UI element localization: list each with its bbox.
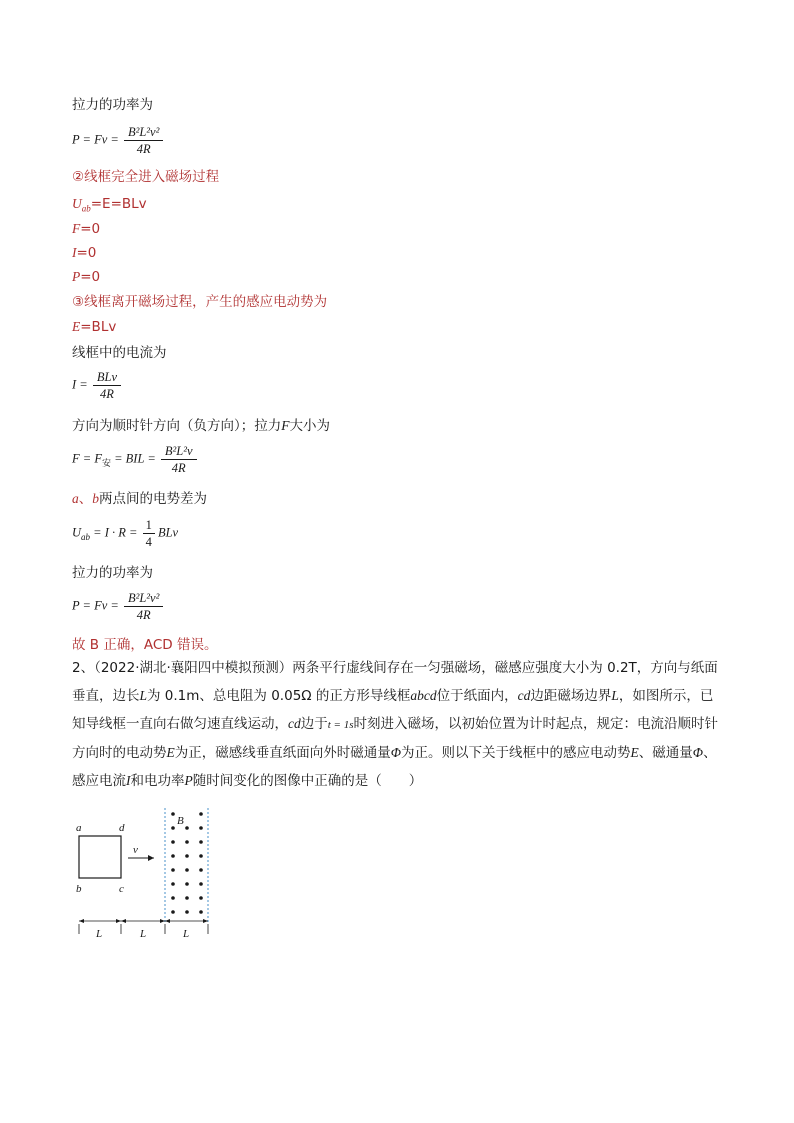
question-text-13: 随时间变化的图像中正确的是（ ） — [192, 773, 423, 789]
formula-force — [72, 443, 197, 476]
question-var-l-2: L — [611, 688, 619, 703]
formula-u-mid: = I · R = — [93, 525, 138, 540]
formula-f-sub: 安 — [101, 457, 111, 468]
formula-i-denominator: 4R — [99, 387, 114, 401]
formula-p2-fraction — [124, 590, 163, 623]
var-i: I — [72, 245, 77, 260]
question-var-t: t = 1s — [327, 719, 354, 731]
formula-potential — [72, 517, 178, 550]
field-dot — [171, 826, 175, 830]
formula-f-lhs: F = F — [72, 451, 102, 466]
text-current-title: 线框中的电流为 — [72, 345, 167, 361]
text-step2-uab-eq: =E=BLv — [90, 196, 147, 212]
text-step2-p-eq: =0 — [80, 269, 101, 285]
question-text-9: 为正。则以下关于线框中的感应电动势 — [401, 745, 631, 761]
formula-p1-lhs: P = Fv = — [72, 132, 119, 147]
formula-p2-lhs: P = Fv = — [72, 598, 119, 613]
field-dot — [199, 854, 203, 858]
question-text-11: 、感应电流 — [72, 745, 717, 789]
field-dot — [171, 868, 175, 872]
formula-p1-denominator: 4R — [136, 142, 151, 156]
text-step3-e — [72, 318, 116, 336]
var-u: U — [72, 196, 82, 211]
diagram-label-b-field: B — [177, 815, 184, 827]
text-conclusion: 故 B 正确，ACD 错误。 — [72, 637, 218, 653]
diagram-dim-arrow-1 — [79, 919, 84, 923]
question-var-phi: Φ — [390, 745, 402, 760]
field-dot — [185, 882, 189, 886]
text-step3-e-eq: =BLv — [80, 319, 117, 335]
var-ab-sub: ab — [81, 203, 91, 214]
diagram-dim-arrow-2 — [116, 919, 121, 923]
text-potential — [72, 490, 207, 508]
diagram-velocity-arrowhead — [148, 855, 154, 861]
formula-u-fraction — [143, 517, 155, 550]
question-var-cd-2: cd — [288, 716, 301, 731]
formula-p2-numerator: B²L²v² — [124, 590, 163, 607]
formula-p1-fraction — [124, 124, 163, 157]
var-a: a — [72, 491, 79, 506]
text-step2-f-eq: =0 — [80, 221, 101, 237]
var-e: E — [72, 319, 81, 334]
formula-p2-denominator: 4R — [136, 608, 151, 622]
formula-p1-numerator: B²L²v² — [124, 124, 163, 141]
text-step2-title: ②线框完全进入磁场过程 — [72, 169, 220, 185]
text-power-title-1: 拉力的功率为 — [72, 97, 153, 113]
diagram-dim-arrow-4 — [160, 919, 165, 923]
text-step2-p — [72, 268, 100, 286]
formula-power-2 — [72, 590, 163, 623]
question-text-5: ，如图所示，已知导线框一直向右做匀速直线运动， — [72, 688, 714, 732]
diagram-field-dots — [171, 812, 203, 914]
var-p: P — [72, 269, 81, 284]
question-var-p: P — [184, 773, 193, 788]
diagram-square-loop — [79, 836, 121, 878]
formula-f-numerator: B²L²v — [161, 443, 197, 460]
formula-i-lhs: I = — [72, 377, 88, 392]
question-text-8: 为正，磁感线垂直纸面向外时磁通量 — [174, 745, 391, 761]
diagram-label-l-2: L — [140, 928, 147, 938]
question-text-7: 时刻进入磁场，以初始位置为计时起点，规定：电流沿顺时针方向时的电动势 — [72, 716, 719, 761]
text-comma: 、 — [78, 491, 93, 507]
var-f-2: F — [281, 418, 290, 433]
text-step2-uab — [72, 195, 147, 218]
field-dot — [185, 826, 189, 830]
field-dot — [185, 910, 189, 914]
diagram-label-c: c — [119, 883, 124, 895]
question-var-phi-2: Φ — [692, 745, 704, 760]
text-direction-1: 方向为顺时针方向（负方向）；拉力 — [72, 418, 282, 434]
formula-f-fraction — [161, 443, 197, 476]
text-step2-i-eq: =0 — [76, 245, 97, 261]
field-dot — [185, 868, 189, 872]
question-text-1: 两条平行虚线间存在一匀强磁场，磁感应强度大小为 0.2T，方向与纸面垂直，边长 — [72, 660, 718, 704]
field-dot — [199, 812, 203, 816]
question-var-e-2: E — [630, 745, 639, 760]
formula-u-tail: BLv — [157, 525, 179, 540]
question-var-i: I — [126, 773, 131, 788]
formula-power-1 — [72, 124, 163, 157]
diagram-label-b: b — [76, 883, 82, 895]
formula-f-denominator: 4R — [171, 461, 186, 475]
text-potential-label: 两点间的电势差为 — [99, 491, 207, 507]
diagram-label-v: v — [133, 844, 138, 856]
field-dot — [171, 882, 175, 886]
text-step2-f — [72, 220, 100, 238]
diagram-label-l-3: L — [183, 928, 190, 938]
field-dot — [199, 896, 203, 900]
diagram-label-l-1: L — [96, 928, 103, 938]
formula-i-numerator: BLv — [93, 369, 121, 386]
question-text-3: 位于纸面内， — [436, 688, 518, 704]
question-source: （2022·湖北·襄阳四中模拟预测） — [94, 660, 293, 676]
question-var-abcd: abcd — [410, 688, 437, 703]
formula-u-denominator: 4 — [145, 535, 152, 549]
formula-f-mid: = BIL = — [114, 451, 156, 466]
question-var-e: E — [166, 745, 175, 760]
text-step2-i — [72, 244, 96, 262]
question-text-12: 和电功率 — [130, 773, 185, 789]
formula-u-numerator: 1 — [143, 517, 155, 534]
field-dot — [185, 840, 189, 844]
formula-u-sub: ab — [81, 531, 91, 542]
question-2-paragraph — [72, 655, 722, 795]
question-number: 2、 — [72, 660, 95, 676]
text-power-title-2: 拉力的功率为 — [72, 565, 153, 581]
diagram-dim-arrow-5 — [165, 919, 170, 923]
text-step3-title: ③线框离开磁场过程，产生的感应电动势为 — [72, 294, 328, 310]
question-text-6: 边于 — [300, 716, 328, 732]
question-var-cd: cd — [517, 688, 531, 703]
var-b: b — [92, 491, 99, 506]
question-text-4: 边距磁场边界 — [530, 688, 612, 704]
text-direction-2: 大小为 — [289, 418, 330, 434]
diagram-label-a: a — [76, 822, 82, 834]
question-diagram — [68, 806, 218, 938]
question-text-10: 、磁通量 — [638, 745, 693, 761]
text-direction — [72, 417, 330, 435]
formula-i-fraction — [93, 369, 121, 402]
field-dot — [185, 854, 189, 858]
field-dot — [171, 896, 175, 900]
field-dot — [185, 896, 189, 900]
field-dot — [199, 910, 203, 914]
field-dot — [199, 868, 203, 872]
field-dot — [171, 910, 175, 914]
field-dot — [199, 826, 203, 830]
field-dot — [199, 882, 203, 886]
field-dot — [171, 854, 175, 858]
question-text-2: 为 0.1m、总电阻为 0.05Ω 的正方形导线框 — [147, 688, 411, 704]
var-f: F — [72, 221, 81, 236]
diagram-dim-arrow-3 — [121, 919, 126, 923]
formula-current — [72, 369, 121, 402]
question-var-l: L — [139, 688, 148, 703]
field-dot — [171, 812, 175, 816]
formula-u-lhs: U — [72, 525, 82, 540]
field-dot — [171, 840, 175, 844]
diagram-dim-arrow-6 — [203, 919, 208, 923]
field-dot — [199, 840, 203, 844]
diagram-label-d: d — [119, 822, 125, 834]
